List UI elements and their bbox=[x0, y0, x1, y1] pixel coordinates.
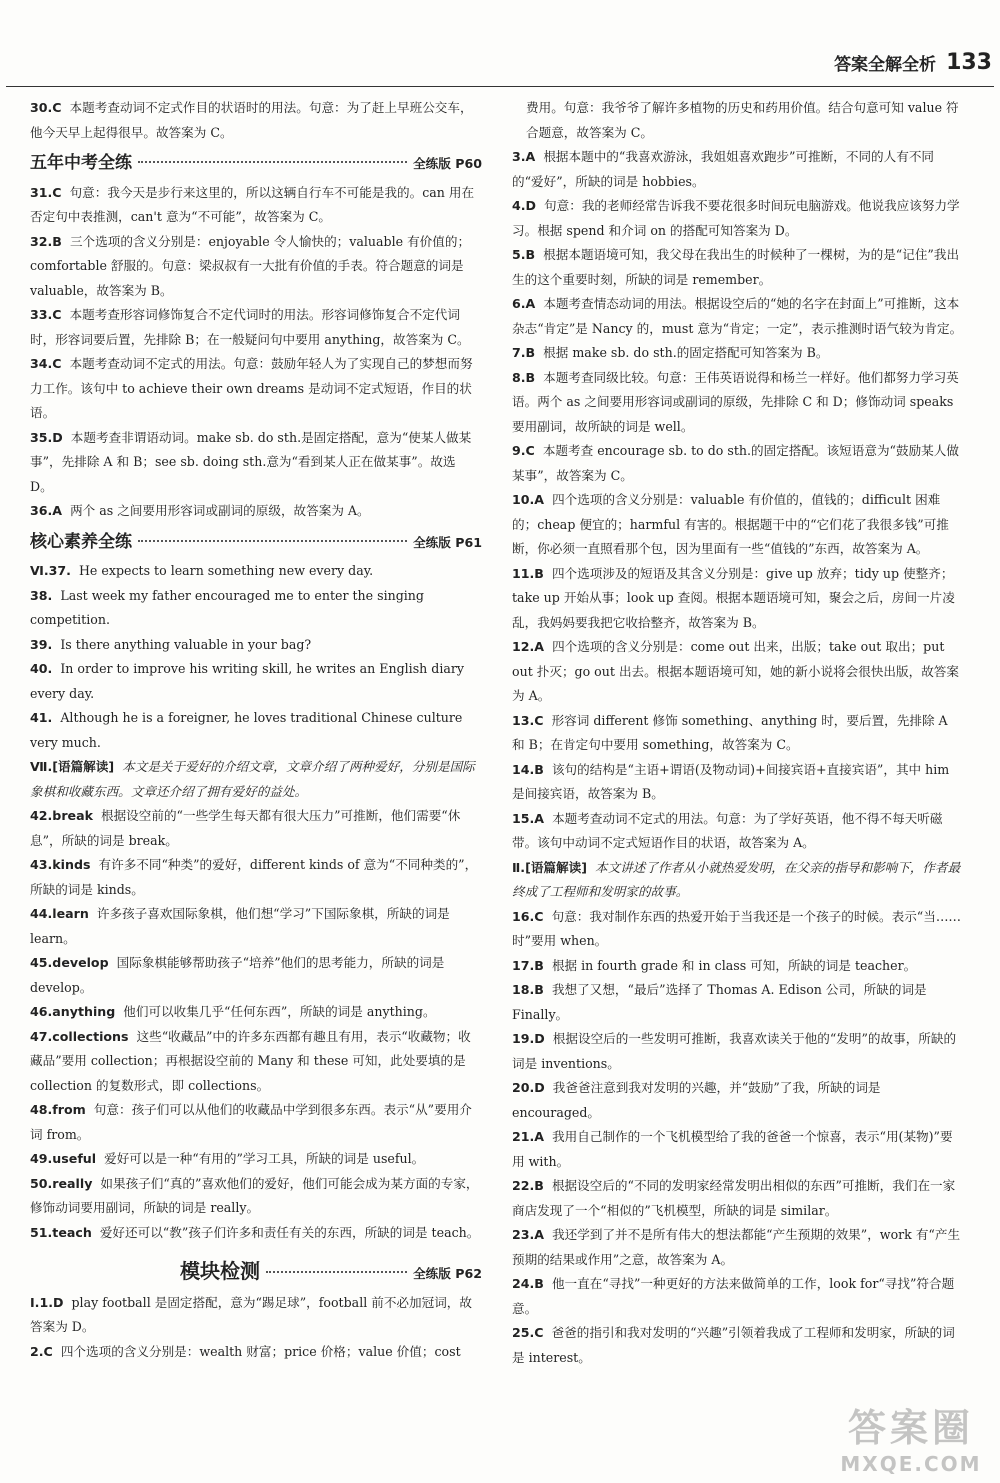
answer-number: 51.teach bbox=[30, 1224, 92, 1240]
answer-text: 本题考查非谓语动词。make sb. do sth.是固定搭配，意为“使某人做某事”，先排除 A 和 B；see sb. doing sth.意为“看到某人正在做某事”。故选 D。 bbox=[30, 429, 472, 494]
dotted-leader bbox=[138, 540, 407, 542]
answer-item bbox=[30, 230, 482, 304]
answer-item bbox=[512, 978, 964, 1027]
answer-number: 16.C bbox=[512, 908, 544, 924]
answer-number: 31.C bbox=[30, 184, 62, 200]
answer-text: 两个 as 之间要用形容词或副词的原级，故答案为 A。 bbox=[70, 503, 370, 518]
answer-text: Last week my father encouraged me to enter the singing competition. bbox=[30, 587, 424, 627]
answer-text: He expects to learn something new every day. bbox=[78, 563, 374, 578]
answer-item bbox=[30, 902, 482, 951]
answer-text: 爸爸的指引和我对发明的“兴趣”引领着我成了工程师和发明家，所缺的词是 interest。 bbox=[512, 1325, 955, 1365]
answer-text: 本题考查形容词修饰复合不定代词时的用法。形容词修饰复合不定代词时，形容词要后置，先排除 B；在一般疑问句中要用 anything，故答案为 C。 bbox=[30, 307, 470, 347]
answer-text: 句意：我对制作东西的热爱开始于当我还是一个孩子的时候。表示“当……时”要用 when。 bbox=[512, 908, 962, 948]
section-heading-zhongkao bbox=[30, 151, 482, 177]
header-title: 答案全解全析 bbox=[834, 55, 937, 75]
answer-item bbox=[30, 499, 482, 524]
answer-text: 本题考查情态动词的用法。根据设空后的“她的名字在封面上”可推断，这本杂志“肯定”是 Nancy 的，must 意为“肯定；一定”，表示推测时语气较为肯定。 bbox=[512, 296, 963, 336]
right-column bbox=[512, 96, 964, 1370]
answer-number: 20.D bbox=[512, 1080, 545, 1095]
header-rule bbox=[6, 86, 994, 87]
section-title: 模块检测 bbox=[180, 1259, 260, 1283]
continued-text: 费用。句意：我爷爷了解许多植物的历史和药用价值。结合句意可知 value 符合题意，故答案为 C。 bbox=[526, 100, 959, 140]
answer-item bbox=[512, 1223, 964, 1272]
answer-number: 3.A bbox=[512, 149, 536, 164]
answer-number: 32.B bbox=[30, 233, 62, 249]
answer-number: 50.really bbox=[30, 1175, 93, 1191]
answer-number: 45.develop bbox=[30, 955, 109, 970]
answer-item bbox=[512, 1272, 964, 1321]
answer-list-right bbox=[512, 145, 964, 856]
answer-item bbox=[512, 905, 964, 954]
answer-text: 四个选项的含义分别是：valuable 有价值的，值钱的；difficult 困难的；cheap 便宜的；harmful 有害的。根据题干中的“它们花了我很多钱”可推断，你必须一直照看那个包，因为里面有一些“值钱的”东西，故答案为 A。 bbox=[512, 492, 949, 556]
answer-item bbox=[512, 439, 964, 488]
answer-item bbox=[30, 303, 482, 352]
answer-text: In order to improve his writing skill, he writes an English diary every day. bbox=[30, 661, 465, 701]
answer-item bbox=[30, 951, 482, 1000]
answer-number: 25.C bbox=[512, 1325, 544, 1340]
passage-note bbox=[30, 755, 482, 804]
answer-item bbox=[512, 194, 964, 243]
answer-number: 18.B bbox=[512, 982, 544, 997]
answer-item bbox=[512, 1027, 964, 1076]
answer-number: 48.from bbox=[30, 1102, 86, 1117]
answer-number: 2.C bbox=[30, 1343, 53, 1359]
answer-number: 46.anything bbox=[30, 1004, 116, 1019]
answer-text: 该句的结构是“主语+谓语(及物动词)+间接宾语+直接宾语”，其中 him 是间接宾语，故答案为 B。 bbox=[512, 761, 950, 801]
answer-item bbox=[30, 1291, 482, 1340]
answer-item bbox=[30, 1340, 482, 1365]
watermark-logo bbox=[836, 1397, 986, 1477]
answer-text: 我还学到了并不是所有伟大的想法都能“产生预期的效果”，work 有“产生预期的结果或作用”之意，故答案为 A。 bbox=[512, 1227, 961, 1267]
answer-text: 根据设空前的“一些学生每天都有很大压力”可推断，他们需要“休息”，所缺的词是 break。 bbox=[30, 808, 461, 848]
answer-text: 我用自己制作的一个飞机模型给了我的爸爸一个惊喜，表示“用(某物)”要用 with。 bbox=[512, 1129, 953, 1169]
answer-text: 形容词 different 修饰 something、anything 时，要后置，先排除 A 和 B；在肯定句中要用 something，故答案为 C。 bbox=[512, 712, 948, 752]
answer-text: 有许多不同“种类”的爱好，different kinds of 意为“不同种类的”，所缺的词是 kinds。 bbox=[30, 857, 478, 897]
answer-text: 根据本题中的“我喜欢游泳，我姐姐喜欢跑步”可推断，不同的人有不同的“爱好”，所缺的词是 hobbies。 bbox=[512, 149, 935, 189]
answer-list-sentences bbox=[30, 559, 482, 755]
answer-number: 4.D bbox=[512, 198, 537, 213]
answer-item bbox=[512, 145, 964, 194]
answer-number: 21.A bbox=[512, 1129, 545, 1144]
answer-number: 49.useful bbox=[30, 1151, 97, 1166]
answer-item bbox=[30, 1172, 482, 1221]
answer-text: 根据 make sb. do sth.的固定搭配可知答案为 B。 bbox=[543, 345, 829, 360]
answer-item bbox=[30, 853, 482, 902]
answer-text: 本题考查动词不定式的用法。句意：为了学好英语，他不得不每天听磁带。该句中动词不定式短语作目的状语，故答案为 A。 bbox=[512, 810, 943, 850]
answer-item bbox=[30, 584, 482, 633]
section-ref: 全练版 P61 bbox=[413, 534, 482, 550]
answer-text: 根据设空后的“不同的发明家经常发明出相似的东西”可推断，我们在一家商店发现了一个“相似的”飞机模型，所缺的词是 similar。 bbox=[512, 1178, 956, 1218]
answer-number: 12.A bbox=[512, 639, 545, 654]
answer-item bbox=[512, 366, 964, 440]
passage-text: 本文是关于爱好的介绍文章，文章介绍了两种爱好，分别是国际象棋和收藏东西。文章还介绍了拥有爱好的益处。 bbox=[30, 759, 475, 799]
dotted-leader bbox=[138, 161, 407, 163]
dotted-leader bbox=[266, 1271, 407, 1273]
answer-text: 许多孩子喜欢国际象棋，他们想“学习”下国际象棋，所缺的词是 learn。 bbox=[30, 906, 450, 946]
answer-number: 39. bbox=[30, 636, 53, 652]
answer-text: 本题考查动词不定式作目的状语时的用法。句意：为了赶上早班公交车，他今天早上起得很早。故答案为 C。 bbox=[30, 100, 473, 140]
answer-text: 这些“收藏品”中的许多东西都有趣且有用，表示“收藏物；收藏品”要用 collection；再根据设空前的 Many 和 these 可知，此处要填的是 collection 的复数形式，即 collections。 bbox=[30, 1028, 471, 1093]
answer-text: 他一直在“寻找”一种更好的方法来做简单的工作，look for“寻找”符合题意。 bbox=[512, 1276, 955, 1316]
left-column bbox=[30, 96, 482, 1364]
answer-number: 40. bbox=[30, 661, 53, 676]
answer-number: 41. bbox=[30, 710, 53, 725]
answer-number: 9.C bbox=[512, 443, 535, 458]
answer-text: 爱好还可以“教”孩子们许多和责任有关的东西，所缺的词是 teach。 bbox=[99, 1224, 480, 1240]
answer-number: 10.A bbox=[512, 492, 545, 507]
answer-number: 11.B bbox=[512, 565, 544, 581]
answer-item bbox=[30, 657, 482, 706]
section-ref: 全练版 P62 bbox=[413, 1266, 482, 1281]
answer-item bbox=[512, 292, 964, 341]
section-heading-hexin bbox=[30, 530, 482, 556]
answer-number: 30.C bbox=[30, 100, 62, 115]
answer-text: 句意：我的老师经常告诉我不要花很多时间玩电脑游戏。他说我应该努力学习。根据 spend 和介词 on 的搭配可知答案为 D。 bbox=[512, 198, 960, 238]
passage-tag: Ⅶ.[语篇解读] bbox=[30, 759, 115, 774]
section-heading-mokuai bbox=[180, 1259, 482, 1287]
answer-number: 5.B bbox=[512, 247, 536, 262]
section-title: 五年中考全练 bbox=[30, 153, 132, 173]
answer-text: 根据 in fourth grade 和 in class 可知，所缺的词是 teacher。 bbox=[551, 957, 917, 973]
answer-text: 根据设空后的一些发明可推断，我喜欢读关于他的“发明”的故事，所缺的词是 inventions。 bbox=[512, 1031, 957, 1071]
answer-number: 44.learn bbox=[30, 906, 89, 921]
answer-number: 22.B bbox=[512, 1178, 544, 1193]
answer-text: 四个选项的含义分别是：come out 出来，出版；take out 取出；put out 扑灭；go out 出去。根据本题语境可知，她的新小说将会很快出版，故答案为 A。 bbox=[512, 639, 959, 703]
answer-item bbox=[30, 1147, 482, 1172]
answer-item bbox=[30, 706, 482, 755]
answer-item bbox=[512, 341, 964, 366]
answer-item bbox=[30, 633, 482, 658]
answer-item bbox=[512, 562, 964, 636]
answer-text: Is there anything valuable in your bag? bbox=[60, 636, 312, 652]
answer-item bbox=[30, 426, 482, 500]
answer-item bbox=[30, 1000, 482, 1025]
answer-item bbox=[512, 488, 964, 562]
answer-text: 本题考查动词不定式的用法。句意：鼓励年轻人为了实现自己的梦想而努力工作。该句中 to achieve their own dreams 是动词不定式短语，作目的状语。 bbox=[30, 356, 473, 420]
answer-item bbox=[512, 807, 964, 856]
answer-number: 23.A bbox=[512, 1227, 545, 1242]
answer-number: 42.break bbox=[30, 808, 93, 823]
page-number: 133 bbox=[946, 50, 992, 75]
answer-item bbox=[512, 635, 964, 709]
answer-text: 我爸爸注意到我对发明的兴趣，并“鼓励”了我，所缺的词是encouraged。 bbox=[512, 1080, 881, 1120]
answer-text: 本题考查 encourage sb. to do sth.的固定搭配。该短语意为“鼓励某人做某事”，故答案为 C。 bbox=[512, 443, 959, 483]
answer-item bbox=[30, 559, 482, 584]
answer-number: 33.C bbox=[30, 307, 62, 322]
answer-item bbox=[512, 709, 964, 758]
answer-number: 36.A bbox=[30, 503, 63, 518]
passage-text: 本文讲述了作者从小就热爱发明，在父亲的指导和影响下，作者最终成了工程师和发明家的故事。 bbox=[512, 859, 961, 899]
answer-text: 四个选项的含义分别是：wealth 财富；price 价格；value 价值；cost bbox=[60, 1343, 461, 1359]
answer-text: 他们可以收集几乎“任何东西”，所缺的词是 anything。 bbox=[123, 1004, 436, 1019]
answer-text: 四个选项涉及的短语及其含义分别是：give up 放弃；tidy up 使整齐；take up 开始从事；look up 查阅。根据本题语境可知，聚会之后，房间一片凌乱，我妈妈要我把它收拾整齐，故答案为 B。 bbox=[512, 565, 955, 630]
answer-number: 7.B bbox=[512, 345, 536, 360]
answer-number: 24.B bbox=[512, 1276, 544, 1291]
answer-text: 我想了又想，“最后”选择了 Thomas A. Edison 公司，所缺的词是 Finally。 bbox=[512, 982, 927, 1022]
answer-item bbox=[512, 243, 964, 292]
answer-text: 如果孩子们“真的”喜欢他们的爱好，他们可能会成为某方面的专家，修饰动词要用副词，所缺的词是 really。 bbox=[30, 1175, 479, 1215]
answer-text: 句意：我今天是步行来这里的，所以这辆自行车不可能是我的。can 用在否定句中表推测，can't 意为“不可能”，故答案为 C。 bbox=[30, 184, 475, 224]
answer-number: 34.C bbox=[30, 356, 62, 371]
answer-number: 13.C bbox=[512, 712, 544, 728]
answer-list-zhongkao bbox=[30, 181, 482, 524]
answer-item bbox=[512, 758, 964, 807]
answer-text: 根据本题语境可知，我父母在我出生的时候种了一棵树，为的是“记住”我出生的这个重要时刻，所缺的词是 remember。 bbox=[512, 247, 960, 287]
answer-text: play football 是固定搭配，意为“踢足球”，football 前不必加冠词，故答案为 D。 bbox=[30, 1294, 472, 1334]
answer-item bbox=[30, 96, 482, 145]
watermark-text: 答案圈 bbox=[847, 1406, 974, 1450]
answer-number: Ⅰ.1.D bbox=[30, 1294, 64, 1310]
answer-number: 19.D bbox=[512, 1031, 545, 1046]
answer-item bbox=[30, 804, 482, 853]
passage-note bbox=[512, 856, 964, 905]
passage-tag: Ⅱ.[语篇解读] bbox=[512, 859, 587, 875]
answer-item bbox=[512, 1321, 964, 1370]
answer-text: 爱好可以是一种“有用的”学习工具，所缺的词是 useful。 bbox=[104, 1151, 425, 1166]
answer-number: 43.kinds bbox=[30, 857, 91, 872]
answer-item bbox=[512, 954, 964, 979]
answer-item bbox=[512, 1076, 964, 1125]
answer-number: 38. bbox=[30, 587, 53, 603]
answer-text: 三个选项的含义分别是：enjoyable 令人愉快的；valuable 有价值的；comfortable 舒服的。句意：梁叔叔有一大批有价值的手表。符合题意的词是 valuable，故答案为 B。 bbox=[30, 233, 471, 298]
answer-number: 6.A bbox=[512, 296, 536, 311]
page-header bbox=[834, 50, 992, 75]
answer-item bbox=[30, 1221, 482, 1246]
answer-number: 17.B bbox=[512, 957, 544, 973]
section-ref: 全练版 P60 bbox=[413, 156, 482, 171]
watermark-url: MXQE.COM bbox=[840, 1452, 982, 1476]
answer-list-module bbox=[30, 1291, 482, 1365]
answer-text: Although he is a foreigner, he loves traditional Chinese culture very much. bbox=[30, 710, 463, 750]
answer-text: 国际象棋能够帮助孩子“培养”他们的思考能力，所缺的词是 develop。 bbox=[30, 955, 445, 995]
answer-item bbox=[512, 1174, 964, 1223]
answer-number: 35.D bbox=[30, 429, 63, 445]
answer-number: 14.B bbox=[512, 761, 544, 777]
answer-text: 句意：孩子们可以从他们的收藏品中学到很多东西。表示“从”要用介词 from。 bbox=[30, 1102, 472, 1142]
answer-item bbox=[30, 1098, 482, 1147]
section-title: 核心素养全练 bbox=[30, 531, 132, 552]
answer-item bbox=[30, 1025, 482, 1099]
answer-item bbox=[30, 352, 482, 426]
answer-item bbox=[512, 1125, 964, 1174]
answer-list-cloze bbox=[30, 804, 482, 1245]
answer-number: 47.collections bbox=[30, 1028, 129, 1044]
answer-number: 8.B bbox=[512, 369, 536, 385]
answer-list-right-cloze bbox=[512, 905, 964, 1371]
answer-number: Ⅵ.37. bbox=[30, 563, 71, 578]
answer-number: 15.A bbox=[512, 810, 545, 826]
answer-text: 本题考查同级比较。句意：王伟英语说得和杨兰一样好。他们都努力学习英语。两个 as 之间要用形容词或副词的原级，先排除 C 和 D；修饰动词 speaks 要用副词，故所缺的词是 well。 bbox=[512, 369, 959, 434]
answer-item bbox=[30, 181, 482, 230]
